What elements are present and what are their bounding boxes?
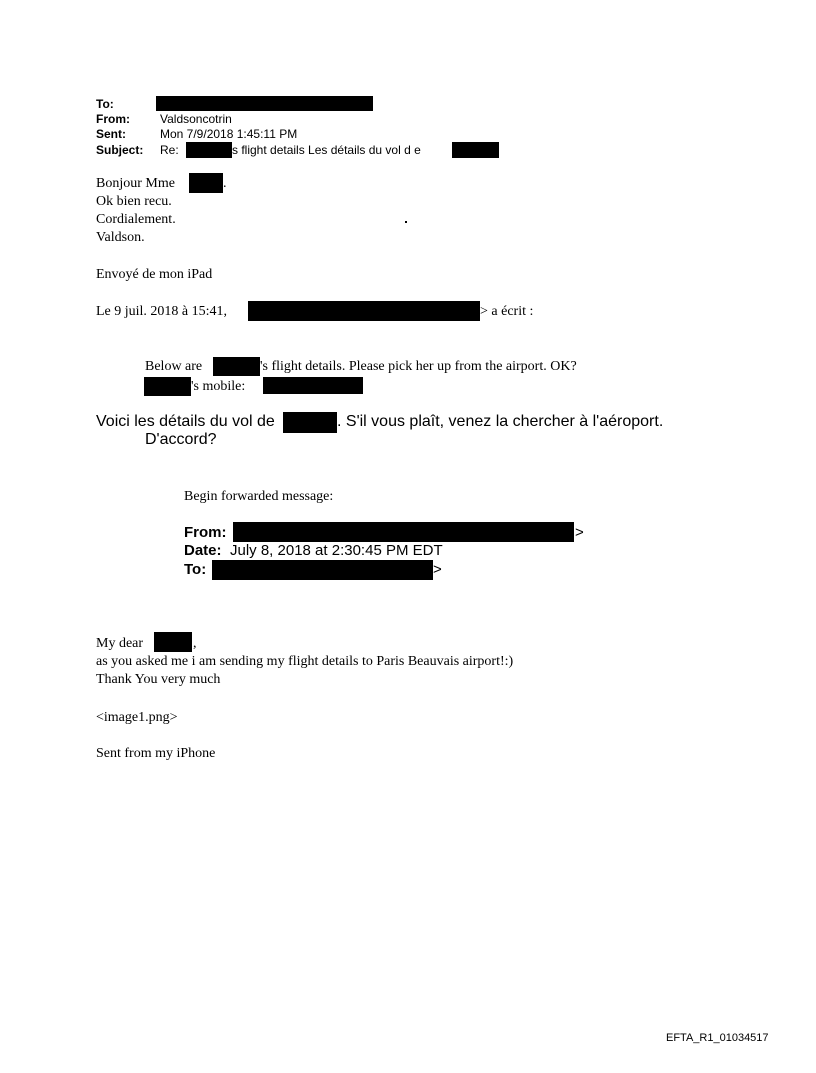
redaction-bar (186, 142, 232, 158)
redaction-bar (156, 96, 373, 111)
quoted-line: 's mobile: (191, 379, 246, 394)
fwd-to-label: To: (184, 561, 207, 578)
original-line: as you asked me i am sending my flight details to Paris Beauvais airport!:) (96, 654, 514, 669)
fwd-date-value: July 8, 2018 at 2:30:45 PM EDT (230, 542, 443, 559)
fwd-from-end: > (575, 524, 584, 541)
redaction-bar (154, 632, 192, 652)
redaction-bar (263, 377, 363, 394)
quote-intro-end: > a écrit : (480, 304, 534, 319)
document-id: EFTA_R1_01034517 (666, 1032, 769, 1044)
from-value: Valdsoncotrin (160, 112, 232, 126)
redaction-bar (233, 522, 574, 542)
attachment-placeholder: <image1.png> (96, 710, 178, 725)
sent-label: Sent: (96, 127, 126, 141)
from-label: From: (96, 112, 130, 126)
redaction-bar (189, 173, 223, 193)
fwd-date-label: Date: (184, 542, 222, 559)
redaction-bar (213, 357, 260, 376)
redaction-bar (144, 377, 191, 396)
subject-label: Subject: (96, 143, 144, 157)
reply-line: Valdson. (96, 230, 145, 245)
forwarded-intro: Begin forwarded message: (184, 489, 334, 504)
fwd-to-end: > (433, 561, 442, 578)
fwd-from-label: From: (184, 524, 227, 541)
original-line: Thank You very much (96, 672, 221, 687)
quoted-line: 's flight details. Please pick her up from the airport. OK? (260, 359, 577, 374)
original-greeting-end: , (193, 636, 197, 651)
reply-signature: Envoyé de mon iPad (96, 267, 213, 282)
redaction-bar (452, 142, 499, 158)
redaction-bar (248, 301, 480, 321)
sent-value: Mon 7/9/2018 1:45:11 PM (160, 127, 298, 141)
reply-greeting: Bonjour Mme (96, 176, 175, 191)
stray-dot (405, 221, 407, 223)
redaction-bar (212, 560, 433, 580)
to-label: To: (96, 97, 114, 111)
reply-greeting-end: . (223, 176, 227, 191)
reply-line: Ok bien recu. (96, 194, 172, 209)
original-signature: Sent from my iPhone (96, 746, 216, 761)
french-line: . S'il vous plaît, venez la chercher à l'aéroport. (337, 413, 664, 430)
redaction-bar (283, 412, 337, 433)
original-greeting: My dear (96, 636, 144, 651)
subject-prefix: Re: (160, 143, 179, 157)
quoted-line: Below are (145, 359, 203, 374)
french-line: Voici les détails du vol de (96, 413, 275, 430)
reply-line: Cordialement. (96, 212, 176, 227)
subject-text: s flight details Les détails du vol d e (232, 143, 421, 157)
quote-intro: Le 9 juil. 2018 à 15:41, (96, 304, 228, 319)
french-line: D'accord? (145, 431, 217, 448)
